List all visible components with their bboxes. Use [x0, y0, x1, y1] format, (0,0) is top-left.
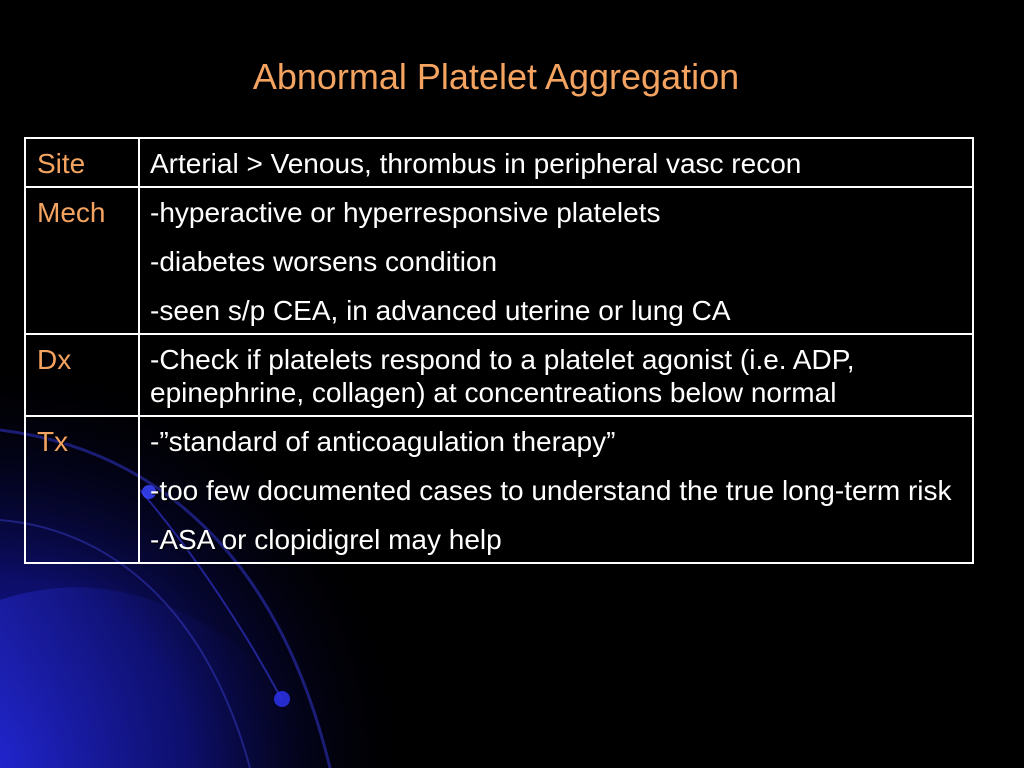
table-row: [25, 334, 973, 416]
slide-title: Abnormal Platelet Aggregation: [252, 56, 740, 97]
row-content-dx: [139, 334, 973, 416]
row-label-site: Site: [25, 138, 139, 187]
content-line: -hyperactive or hyperresponsive platelets: [150, 197, 661, 228]
content-line: -Check if platelets respond to a platelet agonist (i.e. ADP, epinephrine, collagen) at concentreations below normal: [150, 344, 855, 408]
content-line: -diabetes worsens condition: [150, 246, 498, 277]
row-content-site: [139, 138, 973, 187]
table-row: [25, 187, 973, 334]
table-row: [25, 138, 973, 187]
content-line: -ASA or clopidigrel may help: [150, 524, 502, 555]
row-label-dx: Dx: [25, 334, 139, 416]
row-content-mech: [139, 187, 973, 334]
content-line: -”standard of anticoagulation therapy”: [150, 426, 616, 457]
table-row: [25, 416, 973, 563]
swirl-dot-2: [274, 691, 290, 707]
row-content-tx: [139, 416, 973, 563]
row-label-tx: Tx: [25, 416, 139, 563]
content-line: -too few documented cases to understand the true long-term risk: [150, 475, 952, 506]
content-line: Arterial > Venous, thrombus in peripheral vasc recon: [150, 148, 802, 179]
content-line: -seen s/p CEA, in advanced uterine or lung CA: [150, 295, 731, 326]
content-table: [24, 137, 974, 564]
row-label-mech: Mech: [25, 187, 139, 334]
